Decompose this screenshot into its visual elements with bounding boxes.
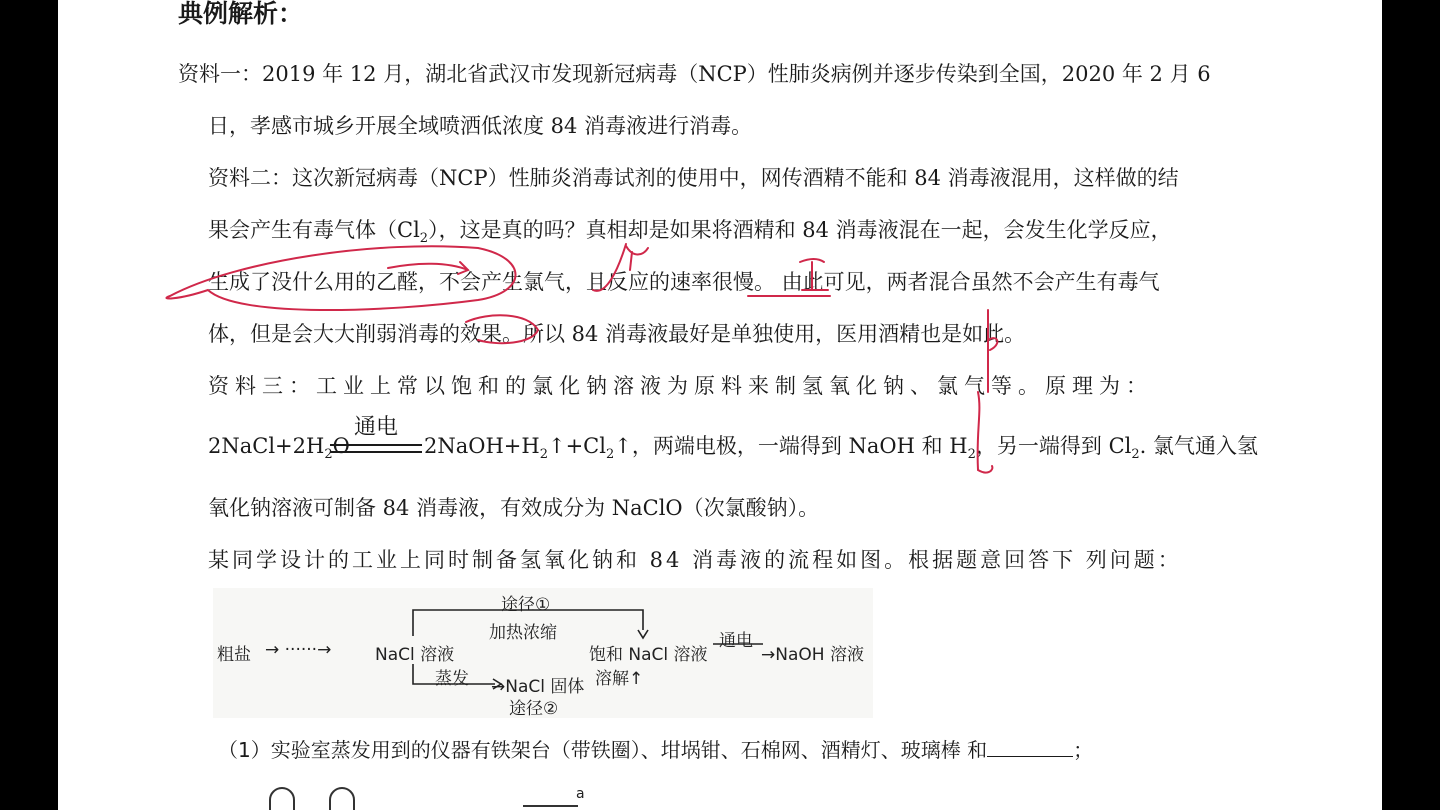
material-2-line-4: 体，但是会大大削弱消毒的效果。所以 84 消毒液最好是单独使用，医用酒精也是如此。 <box>208 322 1026 346</box>
flow-arrow-dots: → ······→ <box>265 640 332 660</box>
reaction-equation-right: $2NaOH+H_2↑+Cl_2↑$，两端电极，一端得到 NaOH 和 $H_2$，另一端得到 $Cl_2$. 氯气通入氢 <box>424 434 1258 463</box>
evaporate-label: 蒸发 <box>435 669 469 689</box>
reaction-condition: 通电 <box>353 415 398 440</box>
saturated-nacl-node: 饱和 NaCl 溶液 <box>589 645 708 665</box>
raw-salt: 粗盐 <box>217 645 251 665</box>
process-flow-diagram <box>213 588 873 718</box>
dissolve-label: 溶解↑ <box>595 669 644 689</box>
route-1-arrowhead <box>638 630 648 638</box>
material-3-line-3: 氧化钠溶液可制备 84 消毒液，有效成分为 NaClO（次氯酸钠）。 <box>208 496 820 520</box>
material-2-line-3: 生成了没什么用的乙醛，不会产生氯气，且反应的速率很慢。 由此可见，两者混合虽然不会产生有毒气 <box>208 270 1160 294</box>
material-1-line-1: 资料一：2019 年 12 月，湖北省武汉市发现新冠病毒（NCP）性肺炎病例并逐步传染到全国，2020 年 2 月 6 <box>178 62 1211 86</box>
material-2-line-1: 资料二：这次新冠病毒（NCP）性肺炎消毒试剂的使用中，网传酒精不能和 84 消毒液混用，这样做的结 <box>208 166 1179 190</box>
route-2-label: 途径② <box>509 699 559 719</box>
question-1: （1）实验室蒸发用到的仪器有铁架台（带铁圈）、坩埚钳、石棉网、酒精灯、玻璃棒 和 ； <box>218 738 1094 762</box>
figure-label-a: a <box>576 786 585 802</box>
route-1-label: 途径① <box>501 595 551 615</box>
naoh-solution-node: →NaOH 溶液 <box>761 645 864 665</box>
nacl-solution-node: NaCl 溶液 <box>375 645 455 665</box>
answer-blank[interactable] <box>987 738 1073 757</box>
material-2-line-2: 果会产生有毒气体$(Cl_2)$，这是真的吗？真相却是如果将酒精和 84 消毒液混在一起，会发生化学反应， <box>208 218 1172 247</box>
document-page <box>58 0 1382 810</box>
apparatus-shape-2 <box>330 788 354 810</box>
material-1-line-2: 日，孝感市城乡开展全域喷洒低浓度 84 消毒液进行消毒。 <box>208 114 753 138</box>
reaction-equation-left: $2NaCl+2H_2O$ <box>208 434 350 463</box>
material-3-line-1: 资料三：工业上常以饱和的氯化钠溶液为原料来制氢氧化钠、氯气等。原理为： <box>208 374 1153 398</box>
electrolysis-label: 通电 <box>719 631 753 651</box>
section-heading: 典例解析： <box>178 0 304 28</box>
nacl-solid-node: →NaCl 固体 <box>491 677 585 697</box>
flow-intro-line: 某同学设计的工业上同时制备氢氧化钠和 84 消毒液的流程如图。根据题意回答下 列问题： <box>208 548 1182 572</box>
apparatus-shape-1 <box>270 788 294 810</box>
route-1-operation: 加热浓缩 <box>489 623 557 643</box>
